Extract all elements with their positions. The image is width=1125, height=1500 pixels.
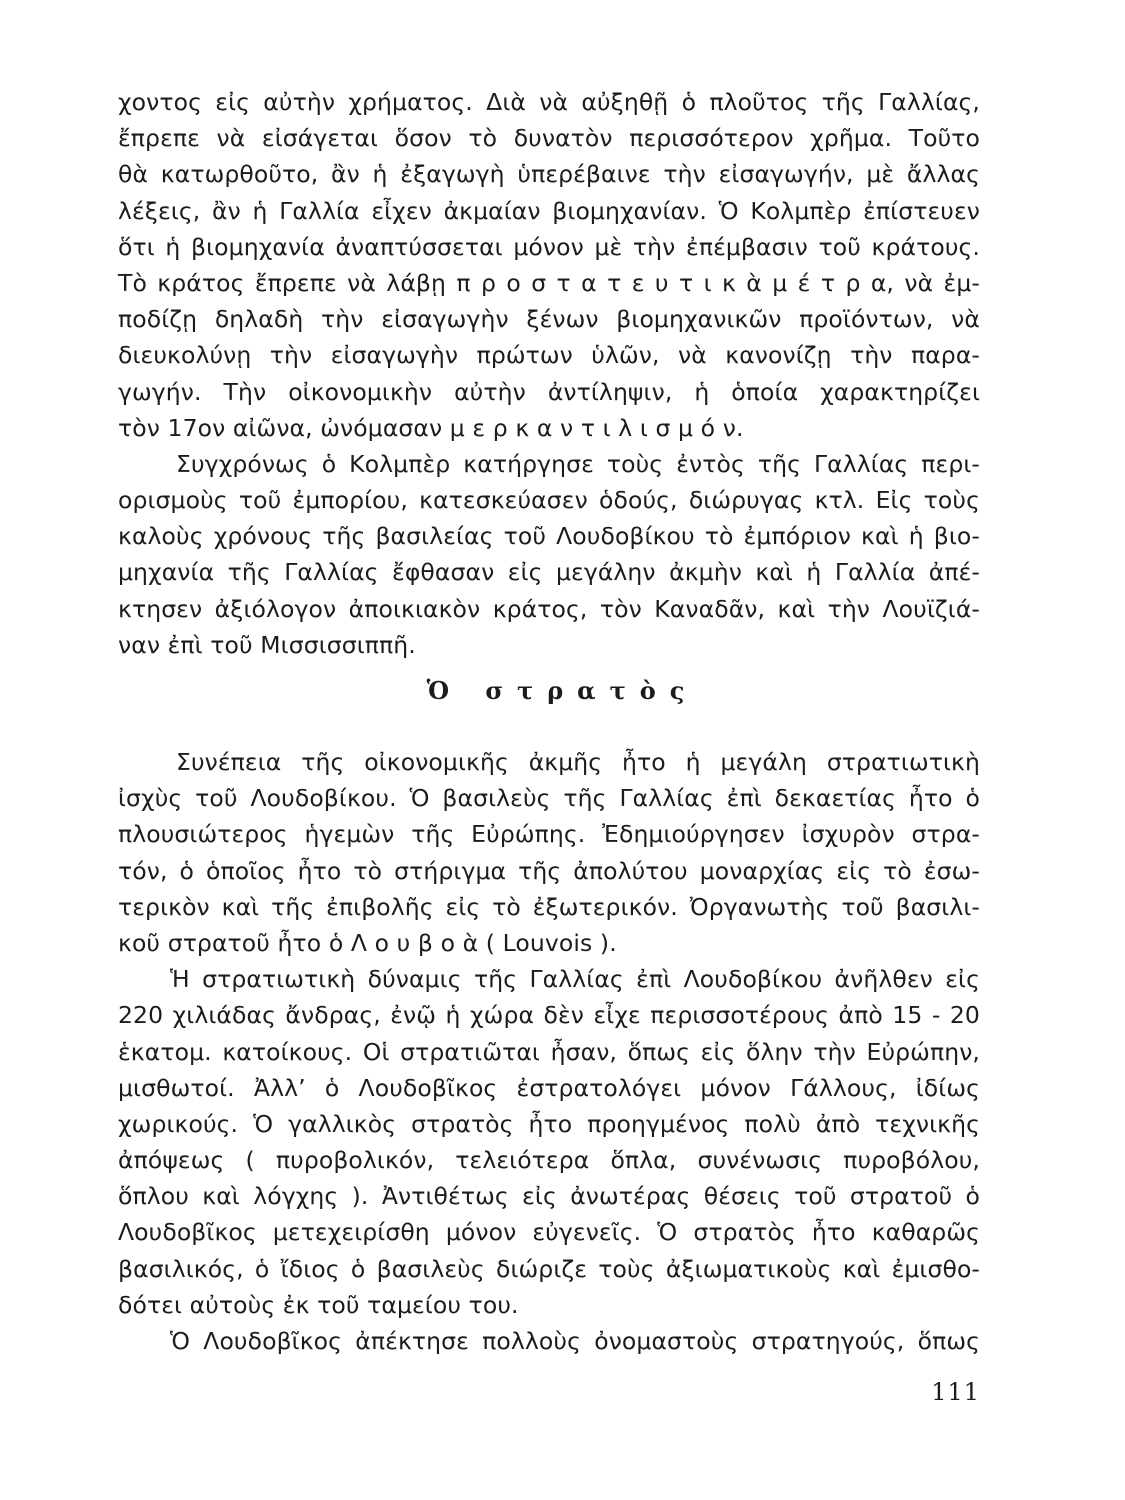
text-line: Συγχρόνως ὁ Κολμπὲρ κατήργησε τοὺς ἐντὸς τῆς Γαλλίας περι- <box>176 449 980 478</box>
text-line: Τὸ κράτος ἔπρεπε νὰ λάβῃ π ρ ο σ τ α τ ε υ τ ι κ ὰ μ έ τ ρ α, νὰ ἐμ- <box>118 268 980 297</box>
text-line: Ὁ Λουδοβῖκος ἀπέκτησε πολλοὺς ὀνομαστοὺς στρατηγούς, ὅπως <box>170 1327 980 1355</box>
text-line: δότει αὐτοὺς ἐκ τοῦ ταμείου του. <box>118 1290 519 1319</box>
text-line: μισθωτοί. Ἀλλ’ ὁ Λουδοβῖκος ἐστρατολόγει μόνον Γάλλους, ἰδίως <box>118 1073 980 1102</box>
text-line: καλοὺς χρόνους τῆς βασιλείας τοῦ Λουδοβίκου τὸ ἐμπόριον καὶ ἡ βιο- <box>118 522 980 551</box>
text-line: τὸν 17ον αἰῶνα, ὠνόμασαν μ ε ρ κ α ν τ ι λ ι σ μ ό ν. <box>118 413 744 442</box>
text-line: μηχανία τῆς Γαλλίας ἔφθασαν εἰς μεγάλην ἀκμὴν καὶ ἡ Γαλλία ἀπέ- <box>118 558 980 587</box>
text-line: λέξεις, ἂν ἡ Γαλλία εἶχεν ἀκμαίαν βιομηχανίαν. Ὁ Κολμπὲρ ἐπίστευεν <box>118 196 980 225</box>
text-line: τόν, ὁ ὁποῖος ἦτο τὸ στήριγμα τῆς ἀπολύτου μοναρχίας εἰς τὸ ἐσω- <box>118 856 980 885</box>
text-line: Λουδοβῖκος μετεχειρίσθη μόνον εὐγενεῖς. Ὁ στρατὸς ἦτο καθαρῶς <box>118 1218 980 1247</box>
text-line: ἀπόψεως ( πυροβολικόν, τελειότερα ὅπλα, συνένωσις πυροβόλου, <box>118 1146 980 1175</box>
text-line: τερικὸν καὶ τῆς ἐπιβολῆς εἰς τὸ ἐξωτερικόν. Ὀργανωτὴς τοῦ βασιλι- <box>118 892 980 921</box>
text-line: βασιλικός, ὁ ἴδιος ὁ βασιλεὺς διώριζε τοὺς ἀξιωματικοὺς καὶ ἐμισθο- <box>118 1254 980 1283</box>
text-line: ὅπλου καὶ λόγχης ). Ἀντιθέτως εἰς ἀνωτέρας θέσεις τοῦ στρατοῦ ὁ <box>118 1182 980 1211</box>
text-line: γωγήν. Τὴν οἰκονομικὴν αὐτὴν ἀντίληψιν, ἡ ὁποία χαρακτηρίζει <box>118 377 980 406</box>
body-text-upper <box>118 84 980 663</box>
text-line: κοῦ στρατοῦ ἦτο ὁ Λ ο υ β ο ὰ ( Louvois ). <box>118 928 617 957</box>
text-line: ἰσχὺς τοῦ Λουδοβίκου. Ὁ βασιλεὺς τῆς Γαλλίας ἐπὶ δεκαετίας ἦτο ὁ <box>118 784 980 813</box>
section-heading: Ὁ στρατὸς <box>426 676 699 705</box>
text-line: Ἡ στρατιωτικὴ δύναμις τῆς Γαλλίας ἐπὶ Λουδοβίκου ἀνῆλθεν εἰς <box>170 965 980 994</box>
text-line: ποδίζῃ δηλαδὴ τὴν εἰσαγωγὴν ξένων βιομηχανικῶν προϊόντων, νὰ <box>118 305 980 334</box>
text-line: θὰ κατωρθοῦτο, ἂν ἡ ἐξαγωγὴ ὑπερέβαινε τὴν εἰσαγωγήν, μὲ ἄλλας <box>118 160 980 189</box>
text-line: χοντος εἰς αὐτὴν χρήματος. Διὰ νὰ αὐξηθῇ ὁ πλοῦτος τῆς Γαλλίας, <box>118 88 980 116</box>
page-number: 111 <box>931 1378 980 1406</box>
text-line: Συνέπεια τῆς οἰκονομικῆς ἀκμῆς ἦτο ἡ μεγάλη στρατιωτικὴ <box>176 748 980 776</box>
text-line: ορισμοὺς τοῦ ἐμπορίου, κατεσκεύασεν ὁδούς, διώρυγας κτλ. Εἰς τοὺς <box>118 486 980 515</box>
text-line: ὅτι ἡ βιομηχανία ἀναπτύσσεται μόνον μὲ τὴν ἐπέμβασιν τοῦ κράτους. <box>118 232 980 261</box>
text-line: ἑκατομ. κατοίκους. Οἱ στρατιῶται ἦσαν, ὅπως εἰς ὅλην τὴν Εὐρώπην, <box>118 1037 980 1066</box>
text-line: διευκολύνῃ τὴν εἰσαγωγὴν πρώτων ὑλῶν, νὰ κανονίζῃ τὴν παρα- <box>118 341 980 370</box>
text-line: κτησεν ἀξιόλογον ἀποικιακὸν κράτος, τὸν Καναδᾶν, καὶ τὴν Λουϊζιά- <box>118 594 980 623</box>
text-line: 220 χιλιάδας ἄνδρας, ἐνῷ ἡ χώρα δὲν εἶχε περισσοτέρους ἀπὸ 15 - 20 <box>118 1001 980 1030</box>
text-line: ναν ἐπὶ τοῦ Μισσισσιππῆ. <box>118 630 416 659</box>
text-line: χωρικούς. Ὁ γαλλικὸς στρατὸς ἦτο προηγμένος πολὺ ἀπὸ τεχνικῆς <box>118 1109 980 1138</box>
text-line: πλουσιώτερος ἡγεμὼν τῆς Εὐρώπης. Ἐδημιούργησεν ἰσχυρὸν στρα- <box>118 820 980 849</box>
text-line: ἔπρεπε νὰ εἰσάγεται ὅσον τὸ δυνατὸν περισσότερον χρῆμα. Τοῦτο <box>118 124 980 153</box>
body-text-lower <box>118 744 980 1359</box>
